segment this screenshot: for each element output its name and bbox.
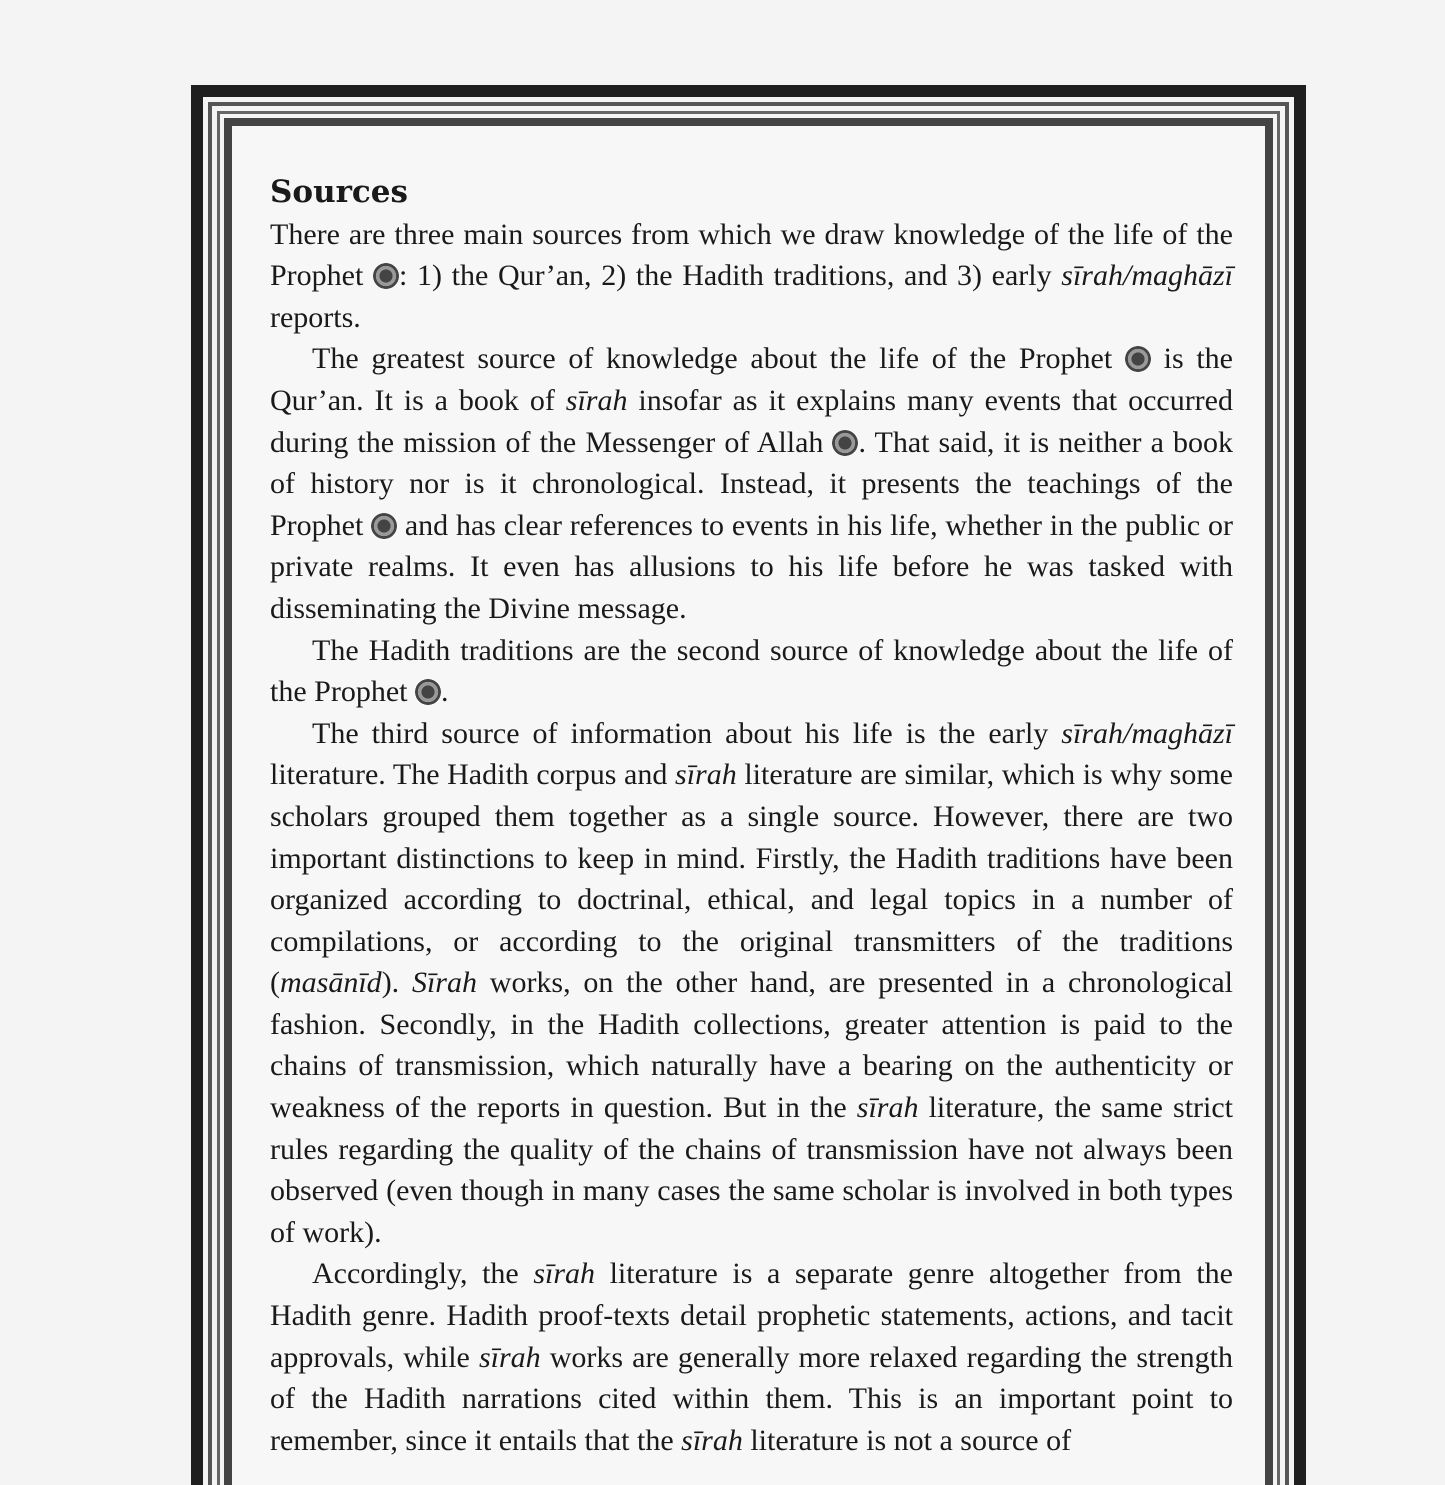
section-heading: Sources [270, 174, 408, 210]
text-block [270, 172, 1233, 1461]
italic-term: sīrah [565, 383, 628, 417]
paragraph-3: The Hadith traditions are the second source of knowledge about the life of the Prophet . [270, 633, 1233, 709]
salawat-glyph-icon [415, 679, 441, 705]
italic-term: sīrah [478, 1340, 541, 1374]
italic-term: Sīrah [411, 966, 477, 1000]
italic-term: sīrah [856, 1091, 919, 1125]
italic-term: sīrah [675, 758, 737, 792]
italic-term: sīrah [681, 1423, 743, 1457]
italic-term: masānīd [280, 966, 382, 1000]
salawat-glyph-icon [832, 430, 858, 456]
paragraph-1: There are three main sources from which we draw knowledge of the life of the Prophet : 1) the Qur’an, 2) the Hadith traditions, and 3) early sīrah/maghāzī reports. [270, 217, 1233, 334]
italic-term: sīrah/maghāzī [1061, 259, 1233, 293]
italic-term: sīrah [533, 1257, 595, 1291]
paragraph-4: The third source of information about his life is the early sīrah/maghāzī literature. The Hadith corpus and sīrah literature are similar, which is why some scholars grouped them together as a single source. However, there are two important distinctions to keep in mind. Firstly, the Hadith traditions have been organized according to doctrinal, ethical, and legal topics in a number of compilations, or according to the original transmitters of the traditions (masānīd). Sīrah works, on the other hand, are presented in a chronological fashion. Secondly, in the Hadith collections, greater attention is paid to the chains of transmission, which naturally have a bearing on the authenticity or weakness of the reports in question. But in the sīrah literature, the same strict rules regarding the quality of the chains of transmission have not always been observed (even though in many cases the same scholar is involved in both types of work). [270, 716, 1234, 1249]
italic-term: sīrah/maghāzī [1061, 716, 1233, 750]
salawat-glyph-icon [371, 513, 397, 539]
paragraph-2: The greatest source of knowledge about the life of the Prophet is the Qur’an. It is a book of sīrah insofar as it explains many events that occurred during the mission of the Messenger of Allah . That said, it is neither a book of history nor is it chronological. Instead, it presents the teachings of the Prophet and has clear references to events in his life, whether in the public or private realms. It even has allusions to his life before he was tasked with disseminating the Divine message. [270, 342, 1233, 625]
paragraph-5: Accordingly, the sīrah literature is a separate genre altogether from the Hadith genre. Hadith proof-texts detail prophetic statements, actions, and tacit approvals, while sīrah works are generally more relaxed regarding the strength of the Hadith narrations cited within them. This is an important point to remember, since it entails that the sīrah literature is not a source of [270, 1257, 1234, 1457]
salawat-glyph-icon [373, 263, 399, 289]
salawat-glyph-icon [1125, 346, 1151, 372]
